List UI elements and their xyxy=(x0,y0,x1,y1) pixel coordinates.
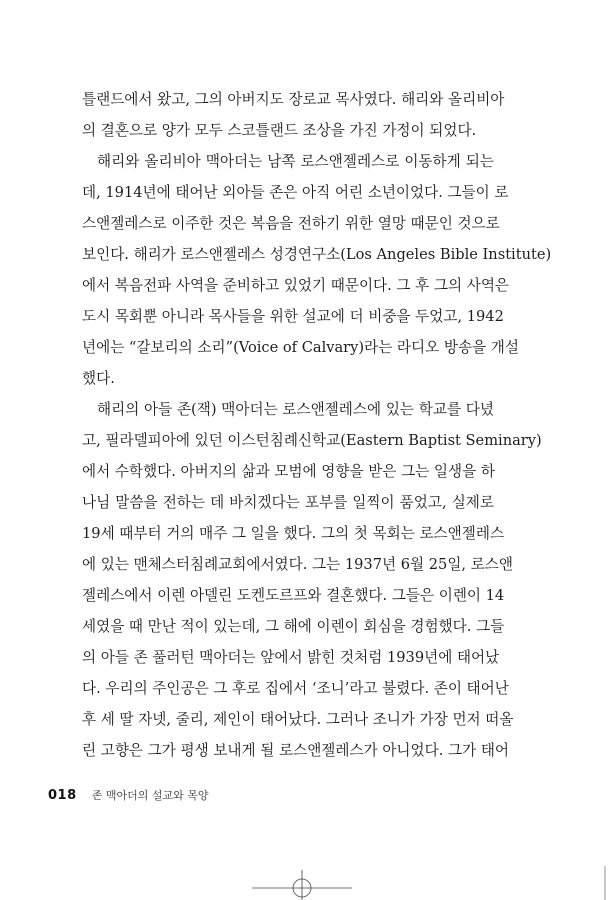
text-line: 에서 수학했다. 아버지의 삶과 모범에 영향을 받은 그는 일생을 하 xyxy=(82,463,495,480)
registration-mark-icon xyxy=(252,868,352,900)
text-line: 스앤젤레스로 이주한 것은 복음을 전하기 위한 열망 때문인 것으로 xyxy=(82,215,500,232)
text-line: 했다. xyxy=(82,370,115,387)
text-line: 에 있는 맨체스터침례교회에서였다. 그는 1937년 6월 25일, 로스앤 xyxy=(82,556,513,573)
text-line: 다. 우리의 주인공은 그 후로 집에서 ‘조니’라고 불렸다. 존이 태어난 xyxy=(82,680,509,697)
text-line: 19세 때부터 거의 매주 그 일을 했다. 그의 첫 목회는 로스앤젤레스 xyxy=(82,525,505,542)
text-line: 세였을 때 만난 적이 있는데, 그 해에 이렌이 회심을 경험했다. 그들 xyxy=(82,618,505,635)
paragraph-first-line: 해리와 올리비아 맥아더는 남쪽 로스앤젤레스로 이동하게 되는 xyxy=(97,153,494,170)
body-text xyxy=(82,84,552,766)
text-line: 년에는 “갈보리의 소리”(Voice of Calvary)라는 라디오 방송을 개설 xyxy=(82,339,519,356)
text-line: 나님 말씀을 전하는 데 바치겠다는 포부를 일찍이 품었고, 실제로 xyxy=(82,494,494,511)
text-line: 의 아들 존 풀러턴 맥아더는 앞에서 밝힌 것처럼 1939년에 태어났 xyxy=(82,649,500,666)
text-line: 데, 1914년에 태어난 외아들 존은 아직 어린 소년이었다. 그들이 로 xyxy=(82,184,509,201)
running-book-title: 존 맥아더의 설교와 목양 xyxy=(91,789,209,802)
text-line: 젤레스에서 이렌 아델린 도켄도르프와 결혼했다. 그들은 이렌이 14 xyxy=(82,587,505,604)
text-line: 린 고향은 그가 평생 보내게 될 로스앤젤레스가 아니었다. 그가 태어 xyxy=(82,742,510,759)
text-line: 고, 필라델피아에 있던 이스턴침례신학교(Eastern Baptist Seminary) xyxy=(82,432,542,449)
text-line: 도시 목회뿐 아니라 목사들을 위한 설교에 더 비중을 두었고, 1942 xyxy=(82,308,504,325)
text-line: 틀랜드에서 왔고, 그의 아버지도 장로교 목사였다. 해리와 올리비아 xyxy=(82,91,505,108)
trim-line-icon xyxy=(603,866,607,900)
paragraph-first-line: 해리의 아들 존(잭) 맥아더는 로스앤젤레스에 있는 학교를 다녔 xyxy=(97,401,494,418)
text-line: 의 결혼으로 양가 모두 스코틀랜드 조상을 가진 가정이 되었다. xyxy=(82,122,477,139)
text-line: 보인다. 해리가 로스앤젤레스 성경연구소(Los Angeles Bible Institute) xyxy=(82,246,552,263)
text-line: 후 세 딸 자넷, 줄리, 제인이 태어났다. 그러나 조니가 가장 먼저 떠올 xyxy=(82,711,514,728)
page-footer xyxy=(48,784,208,804)
text-line: 에서 복음전파 사역을 준비하고 있었기 때문이다. 그 후 그의 사역은 xyxy=(82,277,510,294)
page-number: 018 xyxy=(48,788,77,803)
